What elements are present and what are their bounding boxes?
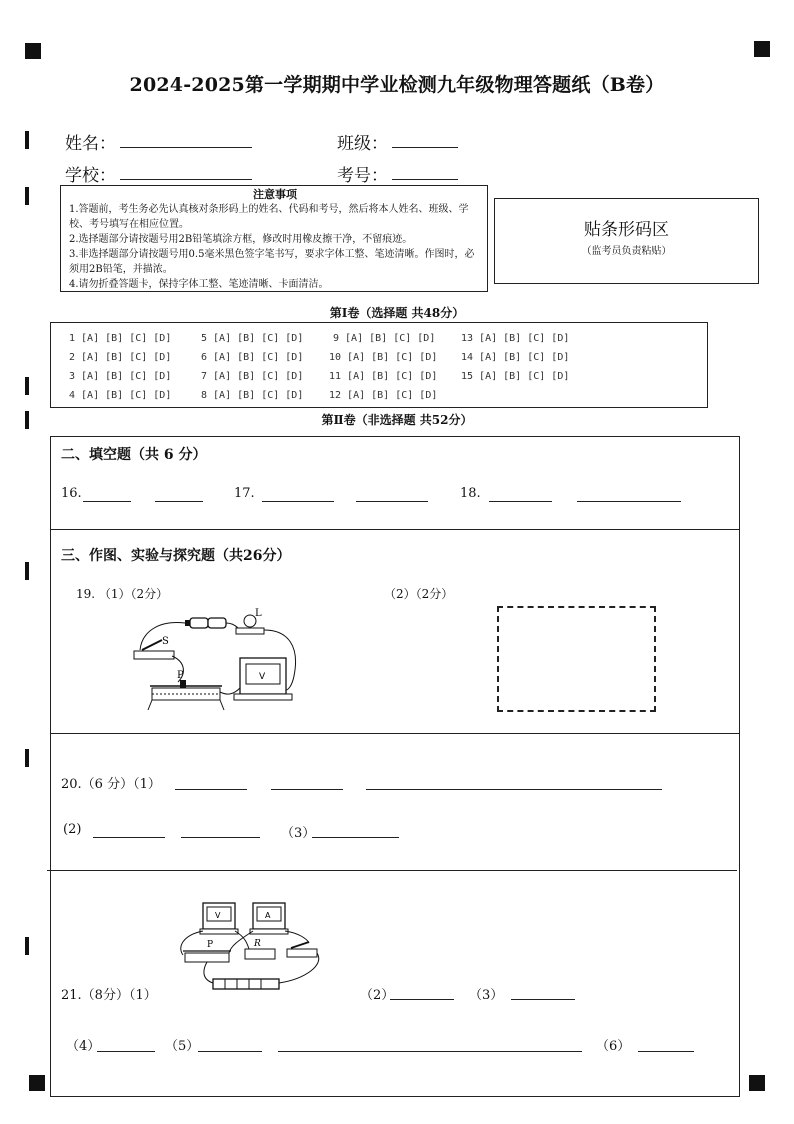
q20-1-blank-1[interactable] xyxy=(175,788,247,790)
notice-item: 2.选择题部分请按题号用2B铅笔填涂方框，修改时用橡皮擦干净，不留痕迹。 xyxy=(69,234,413,245)
q21-2-blank[interactable] xyxy=(390,998,454,1000)
q21-part2-label: （2） xyxy=(360,988,395,1003)
fill-in-heading: 二、填空题（共 6 分） xyxy=(61,447,207,463)
voltmeter-label-v: V xyxy=(259,672,266,682)
mcq-item-11[interactable]: 11 [A] [B] [C] [D] xyxy=(329,371,438,382)
q21-6-blank[interactable] xyxy=(638,1050,694,1052)
exam-no-label: 考号： xyxy=(337,166,388,186)
mcq-item-1[interactable]: 1 [A] [B] [C] [D] xyxy=(69,333,172,344)
q18-label: 18. xyxy=(460,486,481,501)
q19-drawing-area[interactable] xyxy=(497,606,656,712)
q21-resistor-label: R xyxy=(254,939,261,949)
experiment-heading: 三、作图、实验与探究题（共26分） xyxy=(61,548,291,564)
exam-no-field[interactable] xyxy=(392,178,458,180)
mcq-item-3[interactable]: 3 [A] [B] [C] [D] xyxy=(69,371,172,382)
q18-blank-2[interactable] xyxy=(577,500,681,502)
corner-mark-top-left xyxy=(25,43,41,59)
mcq-item-2[interactable]: 2 [A] [B] [C] [D] xyxy=(69,352,172,363)
q21-5-blank-1[interactable] xyxy=(198,1050,262,1052)
q21-part1-label: 21.（8分）（1） xyxy=(61,988,157,1003)
q20-1-blank-2[interactable] xyxy=(271,788,343,790)
q21-circuit-diagram xyxy=(175,899,327,993)
q17-blank-2[interactable] xyxy=(356,500,428,502)
corner-mark-bottom-left xyxy=(29,1075,45,1091)
divider xyxy=(47,870,737,871)
name-field[interactable] xyxy=(120,146,252,148)
side-tick xyxy=(25,562,29,580)
q18-blank-1[interactable] xyxy=(489,500,552,502)
q21-3-blank[interactable] xyxy=(511,998,575,1000)
side-tick xyxy=(25,131,29,149)
mcq-grid xyxy=(50,322,708,408)
q19-part1-label: 19. （1）（2分） xyxy=(76,587,169,601)
section1-heading: 第Ⅰ卷（选择题 共48分） xyxy=(329,306,465,320)
q20-3-blank[interactable] xyxy=(312,836,399,838)
q21-part4-label: （4） xyxy=(66,1039,101,1054)
mcq-item-4[interactable]: 4 [A] [B] [C] [D] xyxy=(69,390,172,401)
mcq-item-15[interactable]: 15 [A] [B] [C] [D] xyxy=(461,371,570,382)
mcq-item-12[interactable]: 12 [A] [B] [C] [D] xyxy=(329,390,438,401)
q21-4-blank[interactable] xyxy=(97,1050,155,1052)
q20-2-blank-1[interactable] xyxy=(93,836,165,838)
corner-mark-top-right xyxy=(754,41,770,57)
q21-part5-label: （5） xyxy=(165,1039,200,1054)
page-title: 2024-2025第一学期期中学业检测九年级物理答题纸（B卷） xyxy=(129,74,665,96)
section2-heading: 第Ⅱ卷（非选择题 共52分） xyxy=(321,413,473,427)
bulb-label-l: L xyxy=(255,608,262,619)
q16-blank-1[interactable] xyxy=(83,500,131,502)
divider xyxy=(50,733,740,734)
mcq-item-8[interactable]: 8 [A] [B] [C] [D] xyxy=(201,390,304,401)
side-tick xyxy=(25,377,29,395)
mcq-item-13[interactable]: 13 [A] [B] [C] [D] xyxy=(461,333,570,344)
notice-box xyxy=(60,185,488,292)
q21-part6-label: （6） xyxy=(596,1039,631,1054)
q19-circuit-diagram xyxy=(128,606,303,718)
class-field[interactable] xyxy=(392,146,458,148)
q20-2-blank-2[interactable] xyxy=(181,836,260,838)
school-field[interactable] xyxy=(120,178,252,180)
class-label: 班级： xyxy=(337,134,388,154)
notice-title: 注意事项 xyxy=(253,188,297,201)
q20-1-blank-3[interactable] xyxy=(366,788,662,790)
mcq-item-10[interactable]: 10 [A] [B] [C] [D] xyxy=(329,352,438,363)
corner-mark-bottom-right xyxy=(749,1075,765,1091)
mcq-item-7[interactable]: 7 [A] [B] [C] [D] xyxy=(201,371,304,382)
q16-blank-2[interactable] xyxy=(155,500,203,502)
q21-ammeter-label: A xyxy=(265,911,271,920)
name-label: 姓名： xyxy=(65,134,116,154)
q20-part3-label: （3） xyxy=(281,826,316,841)
side-tick xyxy=(25,187,29,205)
mcq-item-5[interactable]: 5 [A] [B] [C] [D] xyxy=(201,333,304,344)
notice-item: 4.请勿折叠答题卡，保持字体工整、笔迹清晰、卡面清洁。 xyxy=(69,279,329,290)
side-tick xyxy=(25,937,29,955)
q21-voltmeter-label: V xyxy=(215,911,221,920)
q20-part2-label: (2) xyxy=(63,822,82,837)
mcq-item-9[interactable]: 9 [A] [B] [C] [D] xyxy=(333,333,436,344)
school-label: 学校： xyxy=(65,166,116,186)
barcode-note: （监考员负责粘贴） xyxy=(581,246,672,257)
q16-label: 16. xyxy=(61,486,82,501)
q17-label: 17. xyxy=(234,486,255,501)
side-tick xyxy=(25,749,29,767)
notice-item: 1.答题前，考生务必先认真核对条形码上的姓名、代码和考号，然后将本人姓名、班级、学校、考号填写在相应位置。 xyxy=(69,204,469,230)
barcode-title: 贴条形码区 xyxy=(584,220,669,240)
q20-part1-label: 20.（6 分）（1） xyxy=(61,777,161,792)
mcq-item-14[interactable]: 14 [A] [B] [C] [D] xyxy=(461,352,570,363)
q21-5-blank-2[interactable] xyxy=(278,1050,582,1052)
barcode-area xyxy=(494,198,759,284)
q21-rheostat-label: P xyxy=(207,940,214,950)
q17-blank-1[interactable] xyxy=(262,500,334,502)
q21-part3-label: （3） xyxy=(469,988,504,1003)
notice-item: 3.非选择题部分请按题号用0.5毫米黑色签字笔书写，要求字体工整、笔迹清晰。作图时，必须用2B铅笔，并描浓。 xyxy=(69,249,475,275)
mcq-item-6[interactable]: 6 [A] [B] [C] [D] xyxy=(201,352,304,363)
q19-part2-label: （2）（2分） xyxy=(384,587,454,601)
rheostat-label-p: P xyxy=(177,670,184,681)
switch-label-s: S xyxy=(162,636,169,647)
